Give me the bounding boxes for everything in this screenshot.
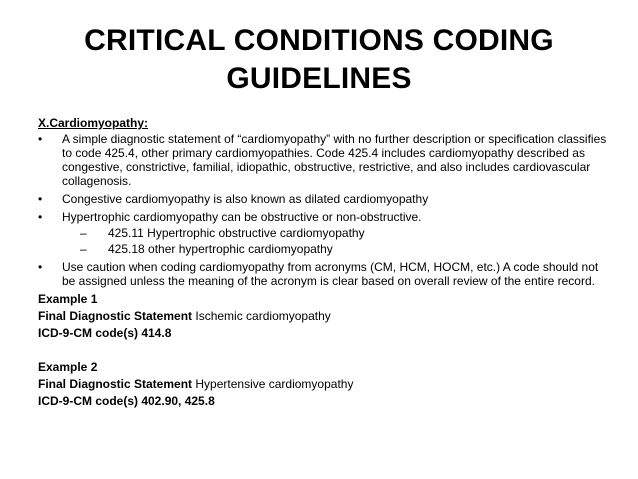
statement-label: Final Diagnostic Statement (38, 309, 193, 323)
bullet-item (38, 132, 608, 188)
bullet-icon: • (38, 132, 43, 146)
spacer (38, 343, 608, 360)
dash-icon: – (80, 226, 87, 240)
statement-label: Final Diagnostic Statement (38, 377, 193, 391)
sub-bullet-item (62, 242, 608, 256)
icd-codes: ICD-9-CM code(s) 414.8 (38, 326, 172, 340)
bullet-icon: • (38, 210, 43, 224)
icd-codes: ICD-9-CM code(s) 402.90, 425.8 (38, 394, 215, 408)
final-diagnostic-statement (38, 309, 608, 323)
bullet-text: Congestive cardiomyopathy is also known as dilated cardiomyopathy (62, 192, 429, 206)
bullet-text: Use caution when coding cardiomyopathy from acronyms (CM, HCM, HOCM, etc.) A code should not be assigned unless the meaning of the acronym is clear based on overall review of the entire record. (62, 260, 599, 288)
final-diagnostic-statement (38, 377, 608, 391)
title-line-1: CRITICAL CONDITIONS CODING (84, 24, 554, 57)
example-1 (38, 292, 608, 340)
example-label: Example 2 (38, 360, 98, 374)
dash-icon: – (80, 242, 87, 256)
bullet-list (38, 132, 608, 288)
bullet-item (38, 260, 608, 288)
bullet-icon: • (38, 260, 43, 274)
bullet-item (38, 192, 608, 206)
slide-body (38, 116, 608, 411)
bullet-text: A simple diagnostic statement of “cardiomyopathy” with no further description or specification classifies to code 425.4, other primary cardiomyopathies. Code 425.4 includes cardiomyopathy described as congestive, constrictive, familial, idiopathic, obstructive, restrictive, and also includes cardiovascular collagenosis. (62, 132, 607, 188)
sub-bullet-text: 425.18 other hypertrophic cardiomyopathy (108, 242, 333, 256)
section-heading: X.Cardiomyopathy: (38, 116, 149, 130)
statement-value: Ischemic cardiomyopathy (195, 309, 331, 323)
statement-value: Hypertensive cardiomyopathy (195, 377, 354, 391)
sub-bullet-list (62, 226, 608, 256)
bullet-text: Hypertrophic cardiomyopathy can be obstructive or non-obstructive. (62, 210, 422, 224)
bullet-icon: • (38, 192, 43, 206)
sub-bullet-text: 425.11 Hypertrophic obstructive cardiomyopathy (108, 226, 365, 240)
page-title (60, 22, 578, 98)
bullet-item (38, 210, 608, 256)
title-line-2: GUIDELINES (226, 62, 412, 95)
sub-bullet-item (62, 226, 608, 240)
example-label: Example 1 (38, 292, 98, 306)
example-2 (38, 360, 608, 408)
